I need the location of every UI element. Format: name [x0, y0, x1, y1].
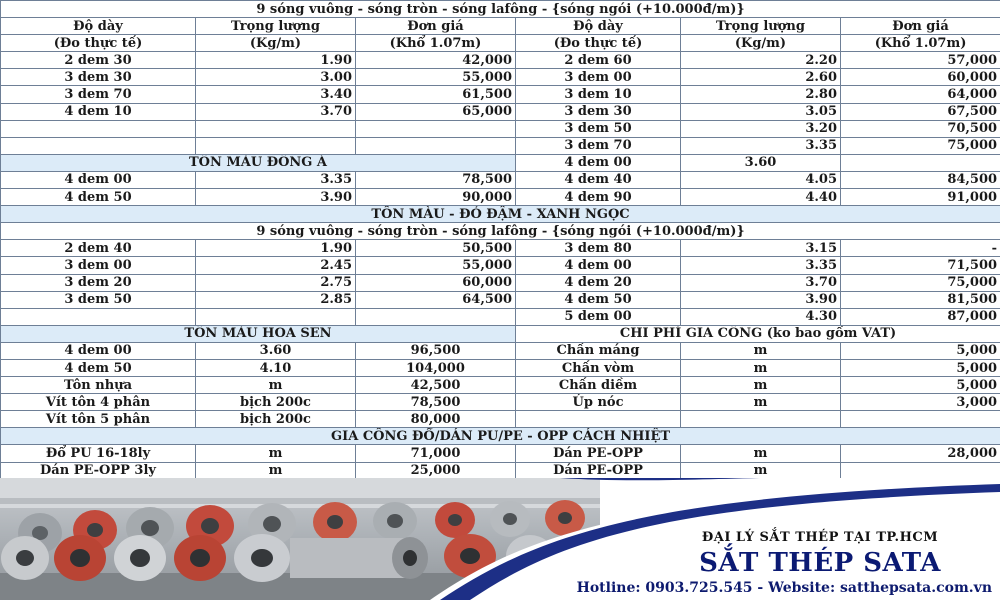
table-row [1, 52, 1000, 69]
price-cell: 80,000 [356, 411, 516, 428]
price-cell: 65,000 [356, 103, 516, 120]
sub-banner: 9 sóng vuông - sóng tròn - sóng lafông - {sóng ngói (+10.000đ/m)} [1, 223, 1000, 240]
weight-cell: 3.90 [681, 291, 841, 308]
unit-cell: m [196, 462, 356, 479]
table-row [1, 69, 1000, 86]
thickness-cell: 4 dem 00 [1, 342, 196, 359]
price-cell: 55,000 [356, 69, 516, 86]
empty-cell [356, 137, 516, 154]
price-cell: 60,000 [356, 274, 516, 291]
price-cell: 75,000 [841, 137, 1000, 154]
item-cell: Đổ PU 16-18ly [1, 445, 196, 462]
thickness-cell: 2 dem 30 [1, 52, 196, 69]
header-price-sub-left: (Khổ 1.07m) [356, 35, 516, 52]
price-cell: 90,000 [356, 189, 516, 206]
price-cell: 3,000 [841, 394, 1000, 411]
thickness-cell: 3 dem 50 [1, 291, 196, 308]
price-cell: 91,000 [841, 189, 1000, 206]
unit-cell: bịch 200c [196, 411, 356, 428]
weight-cell: 3.60 [681, 154, 841, 171]
header-thickness-sub-left: (Đo thực tế) [1, 35, 196, 52]
weight-cell: 1.90 [196, 52, 356, 69]
thickness-cell: 4 dem 20 [516, 274, 681, 291]
weight-cell: 3.35 [196, 171, 356, 188]
section-title-pu: GIA CÔNG ĐỔ/DÁN PU/PE - OPP CÁCH NHIỆT [1, 428, 1000, 445]
header-weight-sub-left: (Kg/m) [196, 35, 356, 52]
thickness-cell: 4 dem 00 [1, 171, 196, 188]
table-row [1, 189, 1000, 206]
table-row [1, 257, 1000, 274]
thickness-cell: 3 dem 70 [1, 86, 196, 103]
weight-cell: 3.40 [196, 86, 356, 103]
table-row [1, 120, 1000, 137]
price-cell: 57,000 [841, 52, 1000, 69]
weight-cell: 1.90 [196, 240, 356, 257]
service-cell: Chấn vòm [516, 359, 681, 376]
header-price-right: Đơn giá [841, 18, 1000, 35]
table-row [1, 154, 1000, 171]
header-weight-sub-right: (Kg/m) [681, 35, 841, 52]
empty-cell [841, 411, 1000, 428]
price-cell: 55,000 [356, 257, 516, 274]
price-cell: 81,500 [841, 291, 1000, 308]
thickness-cell: 4 dem 00 [516, 154, 681, 171]
weight-cell: 2.20 [681, 52, 841, 69]
table-row [1, 411, 1000, 428]
thickness-cell: 3 dem 00 [516, 69, 681, 86]
section-title-gia-cong: CHI PHÍ GIA CÔNG (ko bao gồm VAT) [516, 325, 1000, 342]
price-cell: 96,500 [356, 342, 516, 359]
weight-cell: 2.80 [681, 86, 841, 103]
header-weight-left: Trọng lượng [196, 18, 356, 35]
price-cell: 71,500 [841, 257, 1000, 274]
price-cell: 64,500 [356, 291, 516, 308]
weight-cell: 2.75 [196, 274, 356, 291]
unit-cell: bịch 200c [196, 394, 356, 411]
empty-cell [356, 308, 516, 325]
thickness-cell: 3 dem 70 [516, 137, 681, 154]
header-price-left: Đơn giá [356, 18, 516, 35]
item-cell: Vít tôn 4 phân [1, 394, 196, 411]
weight-cell: 3.60 [196, 342, 356, 359]
price-cell: 60,000 [841, 69, 1000, 86]
weight-cell: 3.90 [196, 189, 356, 206]
table-row [1, 103, 1000, 120]
thickness-cell: 3 dem 80 [516, 240, 681, 257]
table-row [1, 137, 1000, 154]
price-cell: 104,000 [356, 359, 516, 376]
table-row [1, 445, 1000, 462]
section-title-do-dam: TÔN MÀU - ĐỎ ĐẬM - XANH NGỌC [1, 206, 1000, 223]
price-cell: 42,000 [356, 52, 516, 69]
unit-cell: m [681, 342, 841, 359]
unit-cell: m [681, 462, 841, 479]
thickness-cell: 2 dem 60 [516, 52, 681, 69]
weight-cell: 3.00 [196, 69, 356, 86]
thickness-cell: 4 dem 00 [516, 257, 681, 274]
thickness-cell: 4 dem 50 [1, 359, 196, 376]
contact-line: Hotline: 0903.725.545 - Website: satthepsata.com.vn [576, 580, 992, 596]
thickness-cell: 4 dem 50 [516, 291, 681, 308]
weight-cell: 3.20 [681, 120, 841, 137]
price-cell: 64,000 [841, 86, 1000, 103]
table-row [1, 86, 1000, 103]
empty-cell [516, 411, 681, 428]
empty-cell [196, 137, 356, 154]
item-cell: Tôn nhựa [1, 377, 196, 394]
weight-cell: 3.35 [681, 257, 841, 274]
weight-cell: 2.60 [681, 69, 841, 86]
weight-cell: 4.30 [681, 308, 841, 325]
weight-cell: 3.15 [681, 240, 841, 257]
section-title-hoa-sen: TÔN MÀU HOA SEN [1, 325, 516, 342]
price-cell: 78,500 [356, 394, 516, 411]
table-row [1, 462, 1000, 479]
price-cell: 61,500 [356, 86, 516, 103]
thickness-cell: 3 dem 00 [1, 257, 196, 274]
price-cell: 84,500 [841, 171, 1000, 188]
price-cell: 67,500 [841, 103, 1000, 120]
price-cell: 87,000 [841, 308, 1000, 325]
service-cell: Chấn máng [516, 342, 681, 359]
header-price-sub-right: (Khổ 1.07m) [841, 35, 1000, 52]
dealer-tagline: ĐẠI LÝ SẮT THÉP TẠI TP.HCM [701, 530, 939, 545]
thickness-cell: 4 dem 90 [516, 189, 681, 206]
weight-cell: 3.70 [196, 103, 356, 120]
item-cell: Dán PE-OPP [516, 445, 681, 462]
section-title-dong-a: TÔN MÀU ĐÔNG Á [1, 154, 516, 171]
table-row [1, 291, 1000, 308]
table-row [1, 377, 1000, 394]
weight-cell: 4.10 [196, 359, 356, 376]
brand-name: SẮT THÉP SATA [699, 548, 941, 578]
weight-cell: 2.45 [196, 257, 356, 274]
price-cell: 5,000 [841, 359, 1000, 376]
section-row [1, 325, 1000, 342]
unit-cell: m [196, 445, 356, 462]
weight-cell: 4.40 [681, 189, 841, 206]
header-row-1 [1, 18, 1000, 35]
price-cell: 75,000 [841, 274, 1000, 291]
unit-cell: m [681, 394, 841, 411]
price-cell [841, 462, 1000, 479]
header-weight-right: Trọng lượng [681, 18, 841, 35]
header-thickness-left: Độ dày [1, 18, 196, 35]
weight-cell: 3.05 [681, 103, 841, 120]
thickness-cell: 3 dem 30 [1, 69, 196, 86]
empty-cell [1, 137, 196, 154]
thickness-cell: 3 dem 20 [1, 274, 196, 291]
price-cell: 70,500 [841, 120, 1000, 137]
price-cell: 50,500 [356, 240, 516, 257]
empty-cell [356, 120, 516, 137]
section-row [1, 206, 1000, 223]
thickness-cell: 4 dem 10 [1, 103, 196, 120]
unit-cell: m [681, 377, 841, 394]
thickness-cell: 3 dem 50 [516, 120, 681, 137]
price-cell: 25,000 [356, 462, 516, 479]
table-row [1, 394, 1000, 411]
top-banner-row [1, 1, 1000, 18]
item-cell: Vít tôn 5 phân [1, 411, 196, 428]
thickness-cell: 5 dem 00 [516, 308, 681, 325]
unit-cell: m [681, 359, 841, 376]
price-cell: 71,000 [356, 445, 516, 462]
empty-cell [196, 308, 356, 325]
header-row-2 [1, 35, 1000, 52]
item-cell: Dán PE-OPP [516, 462, 681, 479]
empty-cell [1, 308, 196, 325]
footer-banner [0, 478, 1000, 600]
table-row [1, 359, 1000, 376]
table-row [1, 308, 1000, 325]
table-row [1, 240, 1000, 257]
service-cell: Chấn diềm [516, 377, 681, 394]
service-cell: Úp nóc [516, 394, 681, 411]
thickness-cell: 2 dem 40 [1, 240, 196, 257]
header-thickness-right: Độ dày [516, 18, 681, 35]
thickness-cell: 3 dem 10 [516, 86, 681, 103]
table-row [1, 274, 1000, 291]
thickness-cell: 4 dem 40 [516, 171, 681, 188]
item-cell: Dán PE-OPP 3ly [1, 462, 196, 479]
sub-banner-row [1, 223, 1000, 240]
empty-cell [681, 411, 841, 428]
weight-cell: 3.35 [681, 137, 841, 154]
weight-cell: 2.85 [196, 291, 356, 308]
weight-cell: 3.70 [681, 274, 841, 291]
header-thickness-sub-right: (Đo thực tế) [516, 35, 681, 52]
thickness-cell: 3 dem 30 [516, 103, 681, 120]
weight-cell: 4.05 [681, 171, 841, 188]
table-row [1, 342, 1000, 359]
empty-cell [196, 120, 356, 137]
price-cell [841, 154, 1000, 171]
top-banner: 9 sóng vuông - sóng tròn - sóng lafông - {sóng ngói (+10.000đ/m)} [1, 1, 1000, 18]
price-cell: 78,500 [356, 171, 516, 188]
empty-cell [1, 120, 196, 137]
price-cell: 42,500 [356, 377, 516, 394]
unit-cell: m [196, 377, 356, 394]
section-row [1, 428, 1000, 445]
price-cell: 28,000 [841, 445, 1000, 462]
unit-cell: m [681, 445, 841, 462]
price-cell: - [841, 240, 1000, 257]
price-cell: 5,000 [841, 377, 1000, 394]
thickness-cell: 4 dem 50 [1, 189, 196, 206]
price-cell: 5,000 [841, 342, 1000, 359]
table-row [1, 171, 1000, 188]
